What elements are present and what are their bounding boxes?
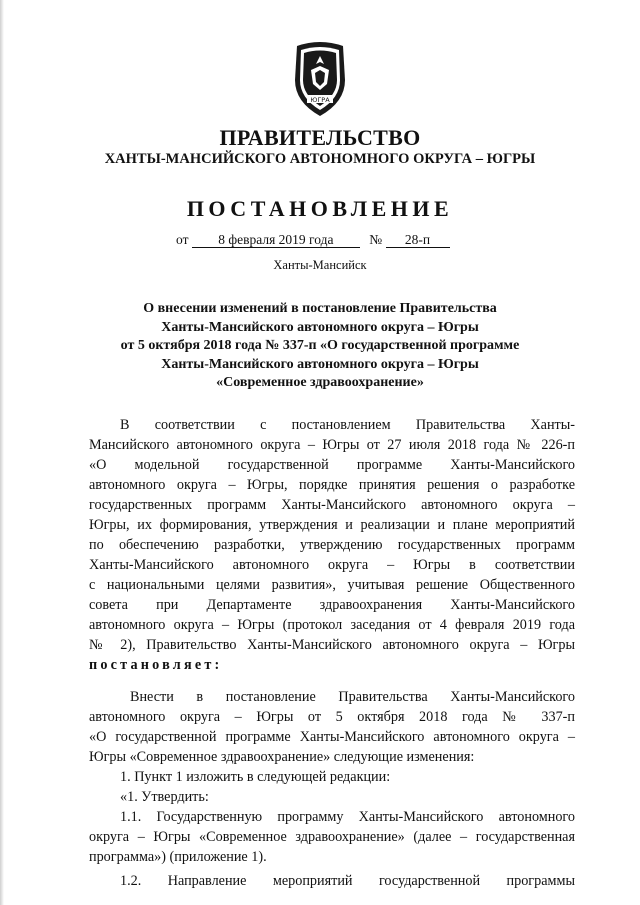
title-line: О внесении изменений в постановление Правительства — [143, 301, 497, 316]
body-line: автономного округа – Югры (протокол заседания от 4 февраля 2019 года — [89, 617, 575, 633]
body-line: с национальными целями развития», учитывая решение Общественного — [89, 577, 575, 593]
item-1-quote: «1. Утвердить: — [120, 789, 209, 805]
body-line: Ханты-Мансийского автономного округа – Югры в соответствии — [89, 557, 575, 573]
body-line: Внести в постановление Правительства Ханты-Мансийского — [130, 689, 575, 705]
item-1-1-line: округа – Югры «Современное здравоохранение» (далее – государственная — [89, 829, 575, 845]
body-line: Югры, их формирования, утверждения и реализации и плане мероприятий — [89, 517, 575, 533]
body-line: № 2), Правительство Ханты-Мансийского автономного округа – Югры — [89, 637, 575, 653]
item-1-1-line: 1.1. Государственную программу Ханты-Мансийского автономного — [120, 809, 575, 825]
resolve-keyword: постановляет: — [89, 657, 223, 673]
item-1-2-line: 1.2. Направление мероприятий государственной программы — [120, 873, 575, 889]
document-date: 8 февраля 2019 года — [192, 232, 360, 248]
date-number-line — [176, 232, 450, 248]
body-line: автономного округа – Югры, порядке принятия решения о разработке — [89, 477, 575, 493]
body-line: государственных программ Ханты-Мансийского автономного округа – — [89, 497, 575, 513]
body-line: Югры «Современное здравоохранение» следующие изменения: — [89, 749, 475, 765]
title-line: Ханты-Мансийского автономного округа – Югры — [161, 319, 479, 335]
org-name-line1: ПРАВИТЕЛЬСТВО — [219, 125, 421, 150]
body-line: совета при Департаменте здравоохранения Ханты-Мансийского — [89, 597, 575, 613]
item-1-1-line: программа») (приложение 1). — [89, 849, 267, 865]
document-number: 28-п — [386, 232, 450, 248]
body-line: Мансийского автономного округа – Югры от 27 июля 2018 года № 226-п — [89, 437, 575, 453]
place-of-issue: Ханты-Мансийск — [273, 258, 367, 272]
number-prefix: № — [369, 232, 383, 247]
title-line: «Современное здравоохранение» — [216, 375, 424, 390]
body-line: «О модельной государственной программе Ханты-Мансийского — [89, 457, 575, 473]
date-prefix: от — [176, 232, 189, 247]
body-line: «О государственной программе Ханты-Мансийского автономного округа – — [89, 729, 575, 745]
body-line: автономного округа – Югры от 5 октября 2018 года № 337-п — [89, 709, 575, 725]
item-1: 1. Пункт 1 изложить в следующей редакции: — [120, 769, 391, 785]
title-line: Ханты-Мансийского автономного округа – Югры — [161, 356, 479, 372]
title-line: от 5 октября 2018 года № 337-п «О государственной программе — [120, 338, 520, 353]
org-name-line2: ХАНТЫ-МАНСИЙСКОГО АВТОНОМНОГО ОКРУГА – ЮГРЫ — [104, 151, 536, 167]
resolution-word — [89, 655, 575, 675]
document-type: ПОСТАНОВЛЕНИЕ — [186, 196, 454, 221]
coat-of-arms-emblem — [289, 40, 351, 118]
body-line: В соответствии с постановлением Правительства Ханты- — [120, 417, 575, 433]
body-line: по обеспечению разработки, утверждению государственных программ — [89, 537, 575, 553]
emblem-text: ЮГРА — [310, 96, 330, 104]
document-title — [70, 300, 570, 393]
